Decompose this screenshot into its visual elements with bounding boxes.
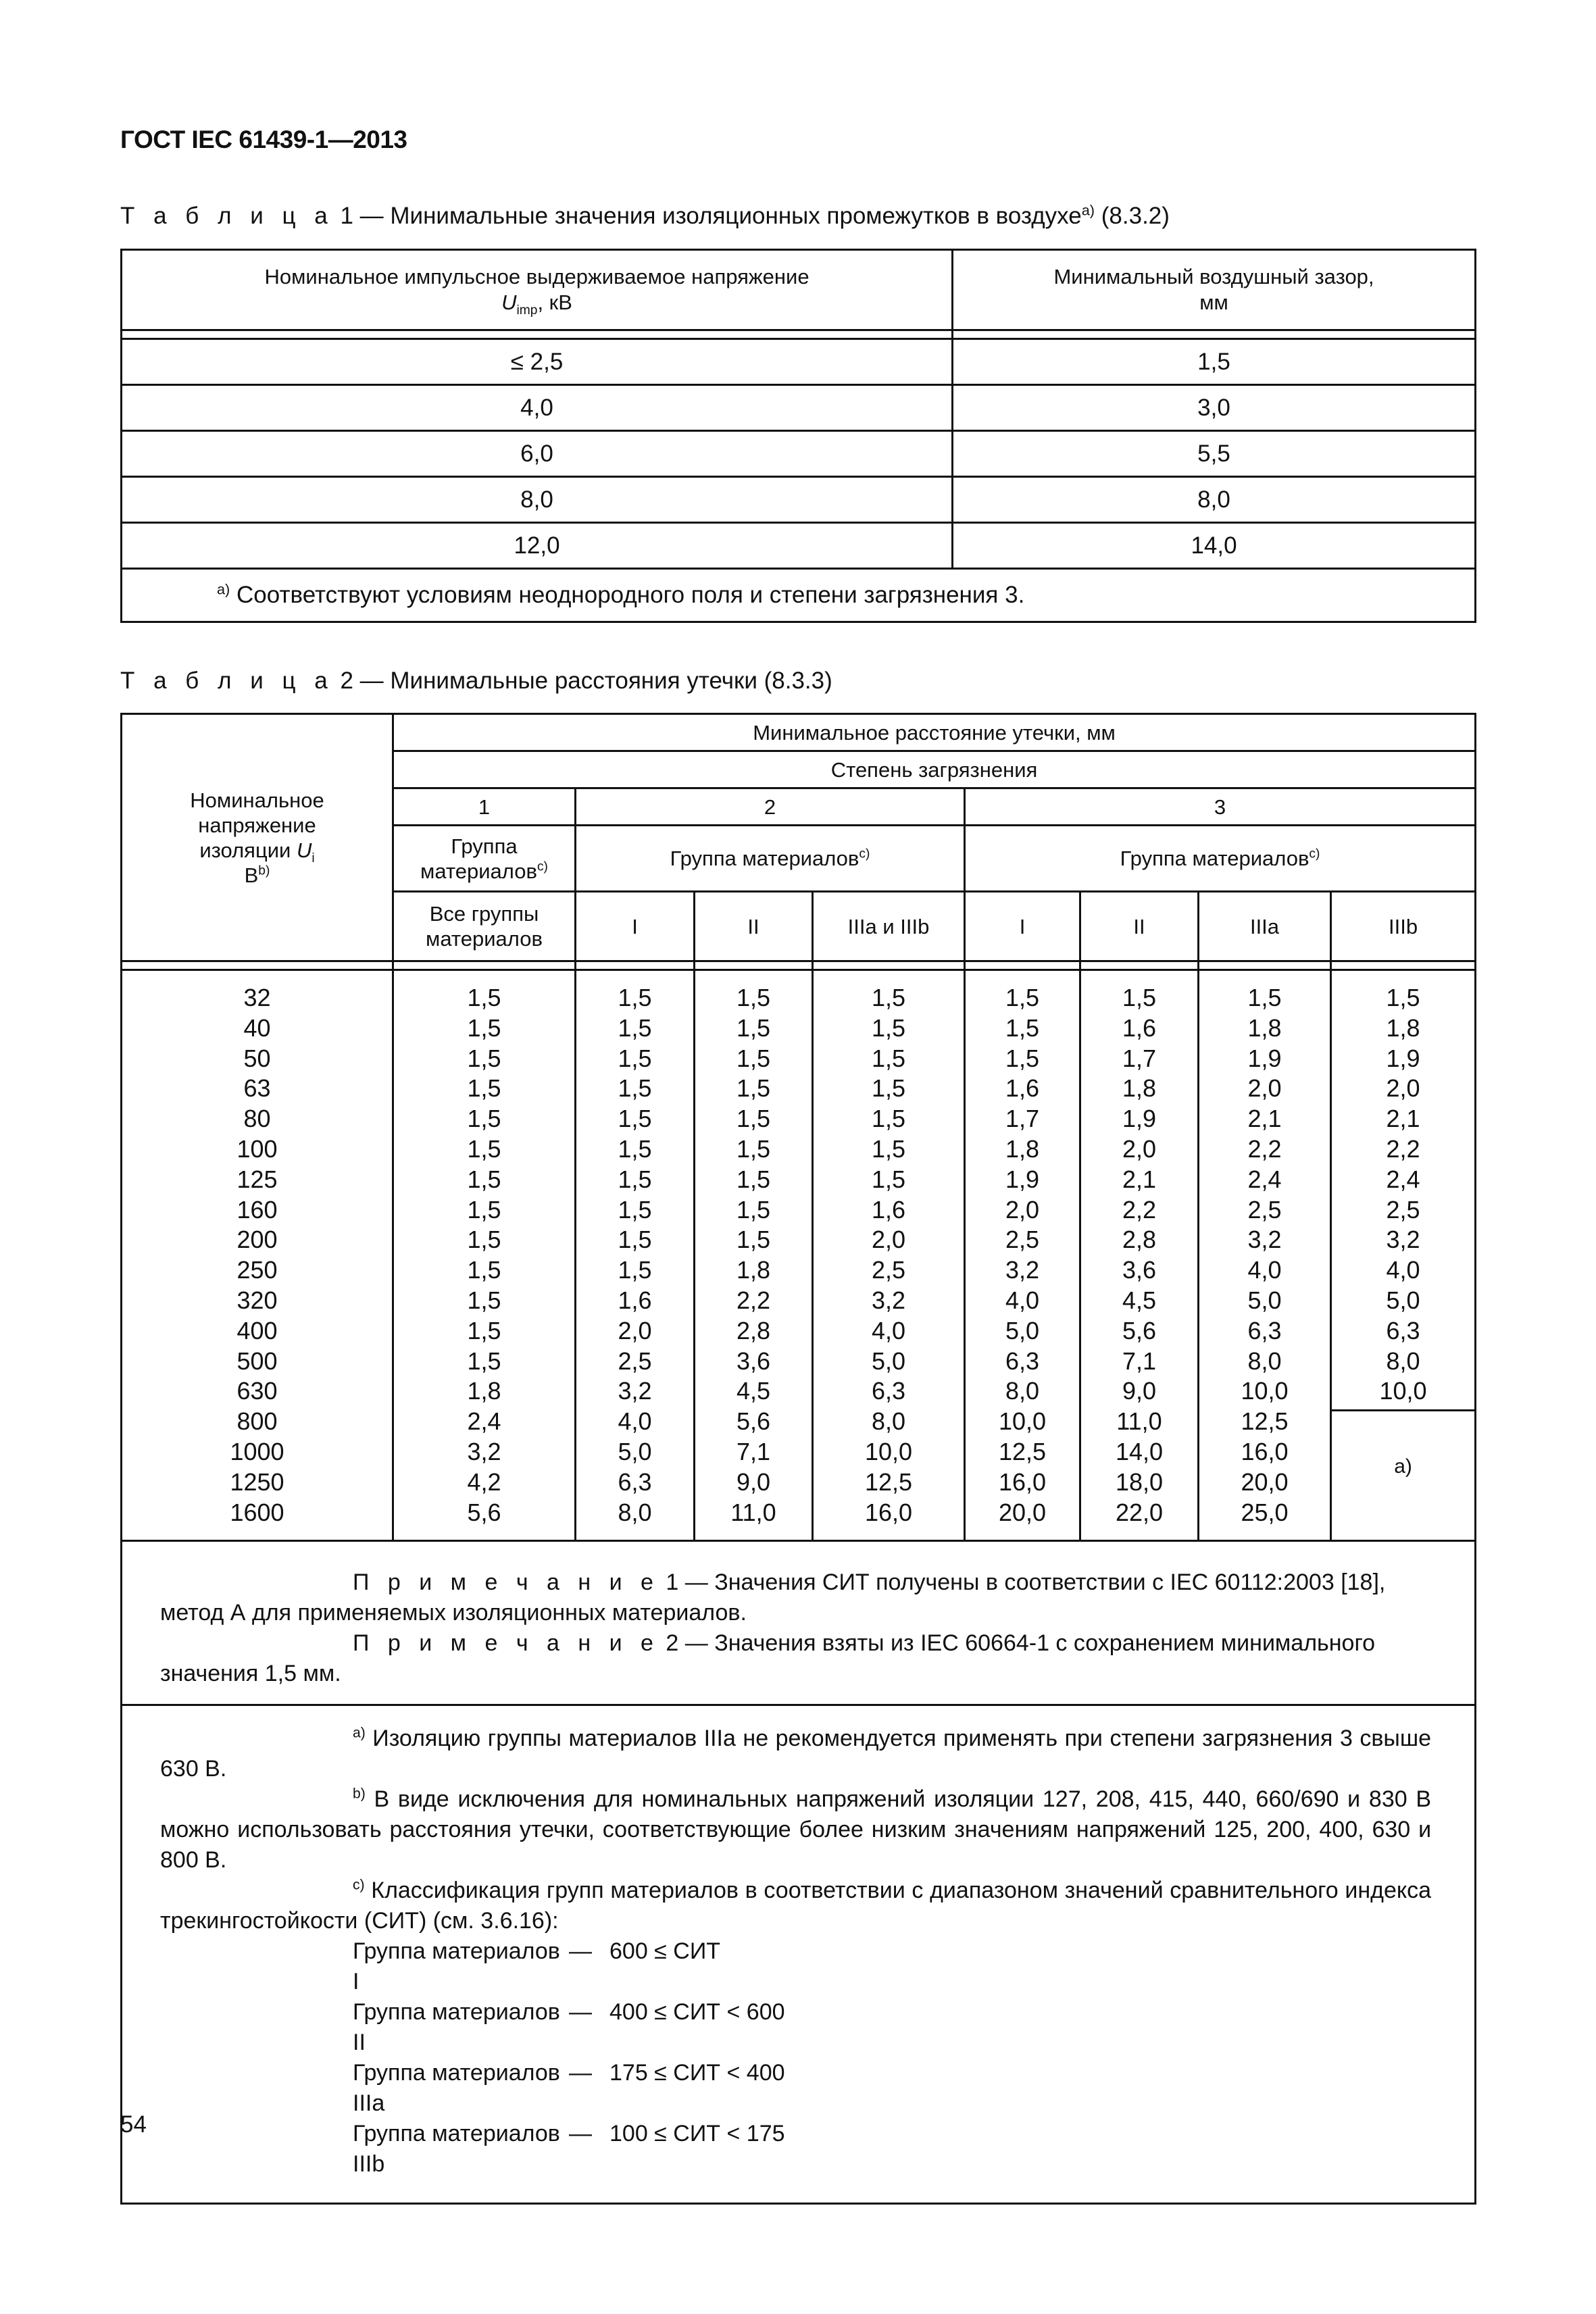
table-cell: 8,0	[122, 477, 953, 523]
table-cell-value: 2,2	[1386, 1134, 1420, 1163]
col-deg3-I	[965, 970, 1080, 1541]
table-cell-value: 1,5	[467, 1256, 501, 1284]
table1-footnote: $^{а)}$ Соответствуют условиям неоднородного поля и степени загрязнения 3.	[122, 569, 1476, 622]
table-cell: 6,0	[122, 431, 953, 477]
group-label-2: Группа материалов$^{с)}$	[576, 826, 965, 892]
table-cell-value: 2,0	[1386, 1074, 1420, 1103]
table-cell: 8,0	[953, 477, 1476, 523]
table-cell-value: 6,3	[1247, 1316, 1282, 1344]
col-deg3-IIIa	[1199, 970, 1331, 1541]
table-cell-value: 630	[236, 1377, 278, 1405]
table-cell-value: 14,0	[1115, 1437, 1164, 1465]
group-label-1: Группа материалов$^{с)}$	[393, 826, 576, 892]
table-cell-value: 2,8	[736, 1316, 771, 1344]
table-cell-value: 4,5	[1122, 1286, 1157, 1314]
degree-2: 2	[576, 788, 965, 826]
col-deg3-IIIb-note: а)	[1394, 1455, 1412, 1478]
row-header-line3: изоляции $U_i$	[199, 838, 315, 865]
table2-notes	[122, 1541, 1476, 1705]
sub-2-I: I	[576, 892, 695, 961]
table-cell-value: 16,0	[998, 1467, 1047, 1496]
sub-3-I: I	[965, 892, 1080, 961]
table2-gap	[122, 961, 393, 970]
table-cell-value: 63	[243, 1074, 271, 1103]
table-cell-value: 1,5	[871, 1165, 906, 1193]
material-group-row: Группа материалов I — 600 ≤ СИТ	[353, 1938, 721, 1995]
table-cell-value: 40	[243, 1013, 271, 1042]
table-cell: 3,0	[953, 385, 1476, 431]
row-header-line1: Номинальное	[190, 788, 324, 812]
table-cell-value: 8,0	[1247, 1347, 1282, 1375]
table-cell-value: 1,5	[736, 1013, 771, 1042]
table-cell-value: 16,0	[1241, 1437, 1289, 1465]
table1-caption-prefix: Т а б л и ц а	[120, 203, 334, 229]
table2-row-header	[122, 714, 393, 961]
table-cell-value: 4,0	[1005, 1286, 1040, 1314]
table-cell-value: 2,1	[1386, 1105, 1420, 1133]
table1-col2-header-line2: мм	[1199, 291, 1228, 314]
table-cell-value: 1250	[230, 1467, 284, 1496]
table-cell-value: 1,5	[467, 1286, 501, 1314]
table-cell-value: 1,5	[467, 1165, 501, 1193]
table-cell-value: 1,6	[871, 1195, 906, 1224]
table-cell-value: 1,5	[467, 1226, 501, 1254]
table-cell-value: 4,0	[1386, 1256, 1420, 1284]
col-deg3-IIIb-values	[1332, 971, 1474, 1411]
table-cell-value: 10,0	[1379, 1377, 1427, 1405]
table-cell: ≤ 2,5	[122, 339, 953, 385]
table-cell-value: 1,7	[1122, 1044, 1157, 1072]
table-cell-value: 2,2	[1247, 1134, 1282, 1163]
document-header: ГОСТ IEC 61439-1—2013	[120, 126, 407, 153]
table-cell-value: 320	[236, 1286, 278, 1314]
table-cell: 12,0	[122, 523, 953, 569]
table-cell-value: 1,5	[736, 1195, 771, 1224]
table-cell-value: 1,5	[467, 1195, 501, 1224]
table-2	[120, 713, 1476, 2205]
table-cell-value: 5,0	[1005, 1316, 1040, 1344]
table-cell-value: 8,0	[871, 1407, 906, 1436]
table-cell-value: 3,6	[1122, 1256, 1157, 1284]
table-cell-value: 3,2	[1386, 1226, 1420, 1254]
table-cell-value: 1,5	[467, 1347, 501, 1375]
table-cell-value: 1,8	[1386, 1013, 1420, 1042]
table-cell-value: 7,1	[736, 1437, 771, 1465]
table-cell-value: 50	[243, 1044, 271, 1072]
table-cell-value: 1,5	[736, 1134, 771, 1163]
table-cell-value: 800	[236, 1407, 278, 1436]
table-cell-value: 2,5	[1247, 1195, 1282, 1224]
table-cell-value: 80	[243, 1105, 271, 1133]
table-cell-value: 2,5	[618, 1347, 652, 1375]
table-cell-value: 1,5	[618, 1195, 652, 1224]
table-cell-value: 4,0	[1247, 1256, 1282, 1284]
group-label-3: Группа материалов$^{с)}$	[965, 826, 1476, 892]
note-1: П р и м е ч а н и е 1 — Значения СИТ получены в соответствии с IEC 60112:2003 [18], метод А для применяемых изоляционных материалов.	[160, 1569, 1386, 1626]
table-cell-value: 1,8	[467, 1377, 501, 1405]
table-cell-value: 1,5	[467, 1316, 501, 1344]
sub-all-groups: Все группы материалов	[393, 892, 576, 961]
table1-caption-ref: (8.3.2)	[1095, 203, 1170, 229]
table-cell-value: 8,0	[1005, 1377, 1040, 1405]
table-cell-value: 8,0	[618, 1498, 652, 1526]
table-cell-value: 20,0	[1241, 1467, 1289, 1496]
table-cell-value: 1,5	[618, 1044, 652, 1072]
table-cell-value: 1,5	[871, 1044, 906, 1072]
table-cell-value: 3,2	[467, 1437, 501, 1465]
table-cell-value: 500	[236, 1347, 278, 1375]
footnote-c: $^{с)}$ Классификация групп материалов в соответствии с диапазоном значений сравнительного индекса трекингостойкости (СИТ) (см. 3.6.16):	[160, 1878, 1432, 1934]
table-cell-value: 22,0	[1115, 1498, 1164, 1526]
table-cell-value: 10,0	[998, 1407, 1047, 1436]
table-cell-value: 1,5	[467, 1013, 501, 1042]
table-cell-value: 3,2	[618, 1377, 652, 1405]
table-cell: 14,0	[953, 523, 1476, 569]
table-cell-value: 12,5	[998, 1437, 1047, 1465]
table-cell-value: 2,1	[1247, 1105, 1282, 1133]
table-cell-value: 1,5	[736, 1226, 771, 1254]
table-cell-value: 2,2	[1122, 1195, 1157, 1224]
table-cell-value: 2,4	[467, 1407, 501, 1436]
table-cell-value: 125	[236, 1165, 278, 1193]
table-cell-value: 1,5	[467, 1134, 501, 1163]
table-cell-value: 1,5	[871, 1013, 906, 1042]
material-group-row: Группа материалов II — 400 ≤ СИТ < 600	[353, 1999, 785, 2056]
sub-2-II: II	[695, 892, 813, 961]
table-cell-value: 3,2	[1005, 1256, 1040, 1284]
table-cell-value: 1,6	[618, 1286, 652, 1314]
table-cell-value: 4,5	[736, 1377, 771, 1405]
table-cell-value: 11,0	[730, 1498, 776, 1526]
table-row	[122, 477, 1476, 523]
table-cell: 1,5	[953, 339, 1476, 385]
table2-gap	[576, 961, 695, 970]
table-cell-value: 1,5	[1247, 984, 1282, 1011]
table-cell-value: 5,6	[736, 1407, 771, 1436]
table2-footnotes	[122, 1705, 1476, 2204]
table2-gap	[1331, 961, 1476, 970]
table-cell-value: 9,0	[1122, 1377, 1157, 1405]
table-cell-value: 2,0	[1005, 1195, 1040, 1224]
row-header-line4: $В^{b)}$	[244, 863, 270, 887]
table2-caption-text: 2 — Минимальные расстояния утечки (8.3.3)	[333, 668, 832, 694]
footnote-b: $^{b)}$ В виде исключения для номинальных напряжений изоляции 127, 208, 415, 440, 660/690 и 830 В можно использовать расстояния утечки, соответствующие более низким значениям напряжений 125, 200, 400, 630 и 800 В.	[160, 1786, 1432, 1873]
table-row	[122, 385, 1476, 431]
table-cell-value: 2,0	[1122, 1134, 1157, 1163]
table2-gap	[813, 961, 965, 970]
col-deg1-all	[393, 970, 576, 1541]
col-deg2-I	[576, 970, 695, 1541]
table1-gap	[953, 330, 1476, 339]
table-cell-value: 1,9	[1005, 1165, 1040, 1193]
table-cell-value: 5,0	[1247, 1286, 1282, 1314]
table-cell-value: 1,5	[618, 1013, 652, 1042]
table2-gap	[393, 961, 576, 970]
table1-col1-header-line2: $U_{imp}$, кВ	[501, 291, 572, 318]
table1-col1-header	[122, 250, 953, 330]
table2-gap	[965, 961, 1080, 970]
table-cell-value: 3,2	[871, 1286, 906, 1314]
degree-3: 3	[965, 788, 1476, 826]
table-cell-value: 4,0	[618, 1407, 652, 1436]
table-cell-value: 1,5	[618, 1226, 652, 1254]
material-group-row: Группа материалов IIIa — 175 ≤ СИТ < 400	[353, 2060, 785, 2117]
table-cell-value: 2,5	[1005, 1226, 1040, 1254]
table-cell-value: 2,0	[1247, 1074, 1282, 1103]
table-cell-value: 1,8	[1122, 1074, 1157, 1103]
footnote-a: $^{а)}$ Изоляцию группы материалов IIIa не рекомендуется применять при степени загрязнения 3 свыше 630 В.	[160, 1726, 1432, 1782]
table1-caption-text: 1 — Минимальные значения изоляционных промежутков в воздухе	[333, 203, 1082, 229]
table-cell-value: 5,6	[1122, 1316, 1157, 1344]
table-cell-value: 12,5	[1241, 1407, 1289, 1436]
table1-gap	[122, 330, 953, 339]
material-groups-list	[353, 1936, 1431, 2180]
table-cell-value: 10,0	[864, 1437, 913, 1465]
table2-header-main: Минимальное расстояние утечки, мм	[393, 714, 1476, 751]
table-cell-value: 1,6	[1122, 1013, 1157, 1042]
table-cell-value: 7,1	[1122, 1347, 1157, 1375]
table-cell-value: 1,5	[736, 1165, 771, 1193]
table-cell-value: 1,5	[736, 1074, 771, 1103]
table-cell-value: 2,1	[1122, 1165, 1157, 1193]
table-cell-value: 6,3	[1386, 1316, 1420, 1344]
table1-col2-header-line1: Минимальный воздушный зазор,	[1053, 265, 1374, 288]
table-cell-value: 1,8	[736, 1256, 771, 1284]
table2-caption	[120, 668, 832, 695]
table-cell-value: 1,5	[736, 984, 771, 1011]
table1-col1-header-line1: Номинальное импульсное выдерживаемое напряжение	[264, 265, 809, 288]
material-group-row: Группа материалов IIIb — 100 ≤ СИТ < 175	[353, 2121, 785, 2178]
table2-gap	[695, 961, 813, 970]
sub-3-IIIb: IIIb	[1331, 892, 1476, 961]
col-deg2-III	[813, 970, 965, 1541]
degree-1: 1	[393, 788, 576, 826]
page-number: 54	[120, 2111, 147, 2138]
table-cell-value: 1,5	[618, 984, 652, 1011]
table-cell-value: 4,2	[467, 1467, 501, 1496]
table-cell-value: 6,3	[1005, 1347, 1040, 1375]
table-cell-value: 2,0	[871, 1226, 906, 1254]
table-cell: 4,0	[122, 385, 953, 431]
table-cell-value: 1,5	[1005, 1013, 1040, 1042]
table-cell-value: 1,5	[618, 1165, 652, 1193]
table-cell-value: 1,5	[618, 1256, 652, 1284]
table-cell-value: 1000	[230, 1437, 284, 1465]
table-row	[122, 339, 1476, 385]
table-cell-value: 1,5	[736, 1044, 771, 1072]
table-cell-value: 11,0	[1116, 1407, 1162, 1436]
table-row	[122, 523, 1476, 569]
table-cell-value: 2,4	[1386, 1165, 1420, 1193]
sub-2-IIIab: IIIa и IIIb	[813, 892, 965, 961]
table-cell-value: 10,0	[1241, 1377, 1289, 1405]
table-cell-value: 6,3	[871, 1377, 906, 1405]
table-cell-value: 1,7	[1005, 1105, 1040, 1133]
table-cell-value: 1,9	[1247, 1044, 1282, 1072]
table2-gap	[1199, 961, 1331, 970]
table1-caption	[120, 203, 1170, 230]
table-cell-value: 200	[236, 1226, 278, 1254]
table-cell-value: 1,5	[1122, 984, 1157, 1011]
table-cell-value: 2,0	[618, 1316, 652, 1344]
col-deg3-II	[1080, 970, 1199, 1541]
table-cell: 5,5	[953, 431, 1476, 477]
table-cell-value: 400	[236, 1316, 278, 1344]
table-cell-value: 1,6	[1005, 1074, 1040, 1103]
table-cell-value: 12,5	[864, 1467, 913, 1496]
table-cell-value: 2,2	[736, 1286, 771, 1314]
table1-col2-header	[953, 250, 1476, 330]
table-cell-value: 2,5	[871, 1256, 906, 1284]
table-cell-value: 6,3	[618, 1467, 652, 1496]
table-cell-value: 1,5	[467, 1044, 501, 1072]
col-deg2-II	[695, 970, 813, 1541]
table-cell-value: 5,0	[1386, 1286, 1420, 1314]
table-cell-value: 1,5	[871, 984, 906, 1011]
table-cell-value: 1,8	[1005, 1134, 1040, 1163]
table-cell-value: 1,5	[467, 1074, 501, 1103]
table-cell-value: 5,0	[618, 1437, 652, 1465]
table-cell-value: 25,0	[1241, 1498, 1289, 1526]
table-cell-value: 1,5	[871, 1074, 906, 1103]
col-deg3-IIIb	[1331, 970, 1476, 1541]
table-cell-value: 4,0	[871, 1316, 906, 1344]
table-cell-value: 5,0	[871, 1347, 906, 1375]
table2-caption-prefix: Т а б л и ц а	[120, 668, 334, 694]
table-cell-value: 1,5	[618, 1134, 652, 1163]
table-cell-value: 1,5	[467, 1105, 501, 1133]
table-cell-value: 1600	[230, 1498, 284, 1526]
col-voltages	[122, 970, 393, 1541]
table-cell-value: 1,5	[618, 1105, 652, 1133]
table-cell-value: 18,0	[1115, 1467, 1164, 1496]
table-cell-value: 1,5	[1386, 984, 1420, 1011]
table-cell-value: 1,5	[467, 984, 501, 1011]
note-2: П р и м е ч а н и е 2 — Значения взяты из IEC 60664-1 с сохранением минимального значения 1,5 мм.	[160, 1630, 1376, 1687]
table-cell-value: 1,5	[618, 1074, 652, 1103]
row-header-line2: напряжение	[198, 813, 316, 837]
table-cell-value: 1,8	[1247, 1013, 1282, 1042]
table-cell-value: 250	[236, 1256, 278, 1284]
table1-caption-sup: а)	[1081, 201, 1095, 219]
table-cell-value: 100	[236, 1134, 278, 1163]
table-cell-value: 3,6	[736, 1347, 771, 1375]
table-cell-value: 1,9	[1122, 1105, 1157, 1133]
table-cell-value: 9,0	[736, 1467, 771, 1496]
table-cell-value: 160	[236, 1195, 278, 1224]
table-cell-value: 8,0	[1386, 1347, 1420, 1375]
table-1	[120, 249, 1476, 623]
table-cell-value: 1,5	[1005, 1044, 1040, 1072]
table-cell-value: 20,0	[998, 1498, 1047, 1526]
table-cell-value: 1,9	[1386, 1044, 1420, 1072]
table-cell-value: 5,6	[467, 1498, 501, 1526]
table-cell-value: 2,8	[1122, 1226, 1157, 1254]
table-cell-value: 32	[243, 984, 271, 1011]
table2-header-degree: Степень загрязнения	[393, 751, 1476, 788]
table-cell-value: 1,5	[871, 1105, 906, 1133]
table-cell-value: 1,5	[871, 1134, 906, 1163]
table-cell-value: 2,5	[1386, 1195, 1420, 1224]
sub-3-IIIa: IIIa	[1199, 892, 1331, 961]
table-cell-value: 16,0	[864, 1498, 913, 1526]
sub-3-II: II	[1080, 892, 1199, 961]
table-cell-value: 1,5	[736, 1105, 771, 1133]
table-row	[122, 431, 1476, 477]
table-cell-value: 1,5	[1005, 984, 1040, 1011]
table-cell-value: 3,2	[1247, 1226, 1282, 1254]
table-cell-value: 2,4	[1247, 1165, 1282, 1193]
table2-gap	[1080, 961, 1199, 970]
table2-data-row	[122, 970, 1476, 1541]
